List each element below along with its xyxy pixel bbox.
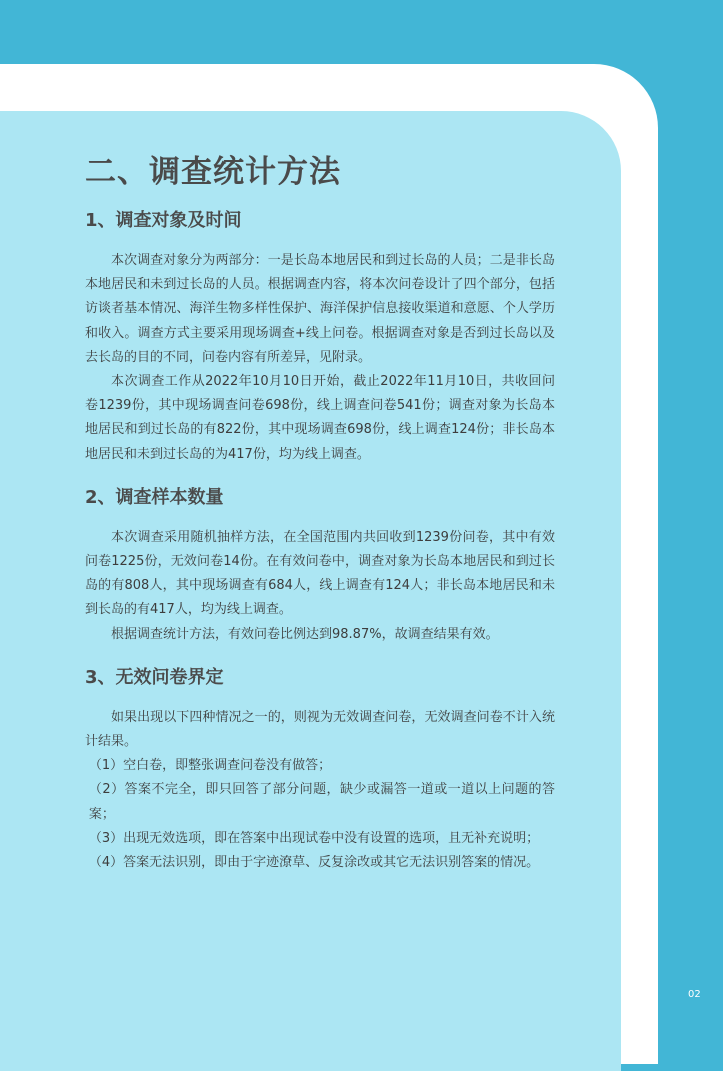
document-content: [85, 148, 555, 875]
list-item: （3）出现无效选项，即在答案中出现试卷中没有设置的选项，且无补充说明；: [88, 830, 540, 846]
section-heading-survey-subjects: 1、调查对象及时间: [85, 210, 242, 231]
paragraph: 根据调查统计方法，有效问卷比例达到98.87%，故调查结果有效。: [111, 626, 499, 642]
section-body-survey-subjects: [85, 249, 555, 467]
list-item: （1）空白卷，即整张调查问卷没有做答；: [88, 758, 332, 774]
paragraph: 本次调查工作从2022年10月10日开始，截止2022年11月10日，共收回问卷1239份，其中现场调查问卷698份，线上调查问卷541份；调查对象为长岛本地居民和到过长岛的有822份，其中现场调查698份，线上调查124份；非长岛本地居民和未到过长岛的为417份，均为线上调查。: [85, 374, 555, 462]
list-item: （2）答案不完全，即只回答了部分问题，缺少或漏答一道或一道以上问题的答案；: [88, 782, 555, 822]
paragraph: 本次调查采用随机抽样方法，在全国范围内共回收到1239份问卷，其中有效问卷1225份，无效问卷14份。在有效问卷中，调查对象为长岛本地居民和到过长岛的有808人，其中现场调查有684人，线上调查有124人；非长岛本地居民和未到长岛的有417人，均为线上调查。: [85, 529, 555, 618]
section-body-invalid-questionnaire: [85, 706, 555, 875]
list-item: （4）答案无法识别，即由于字迹潦草、反复涂改或其它无法识别答案的情况。: [88, 855, 540, 871]
paragraph: 如果出现以下四种情况之一的，则视为无效调查问卷，无效调查问卷不计入统计结果。: [85, 709, 555, 750]
page-number: 02: [688, 989, 701, 1000]
section-heading-invalid-questionnaire: 3、无效问卷界定: [85, 666, 224, 688]
section-heading-sample-size: 2、调查样本数量: [85, 486, 224, 508]
page-title: 二、调查统计方法: [85, 154, 341, 190]
section-body-sample-size: [85, 526, 555, 647]
paragraph: 本次调查对象分为两部分：一是长岛本地居民和到过长岛的人员；二是非长岛本地居民和未到过长岛的人员。根据调查内容，将本次问卷设计了四个部分，包括访谈者基本情况、海洋生物多样性保护、海洋保护信息接收渠道和意愿、个人学历和收入。调查方式主要采用现场调查+线上问卷。根据调查对象是否到过长岛以及去长岛的目的不同，问卷内容有所差异，见附录。: [85, 253, 555, 365]
